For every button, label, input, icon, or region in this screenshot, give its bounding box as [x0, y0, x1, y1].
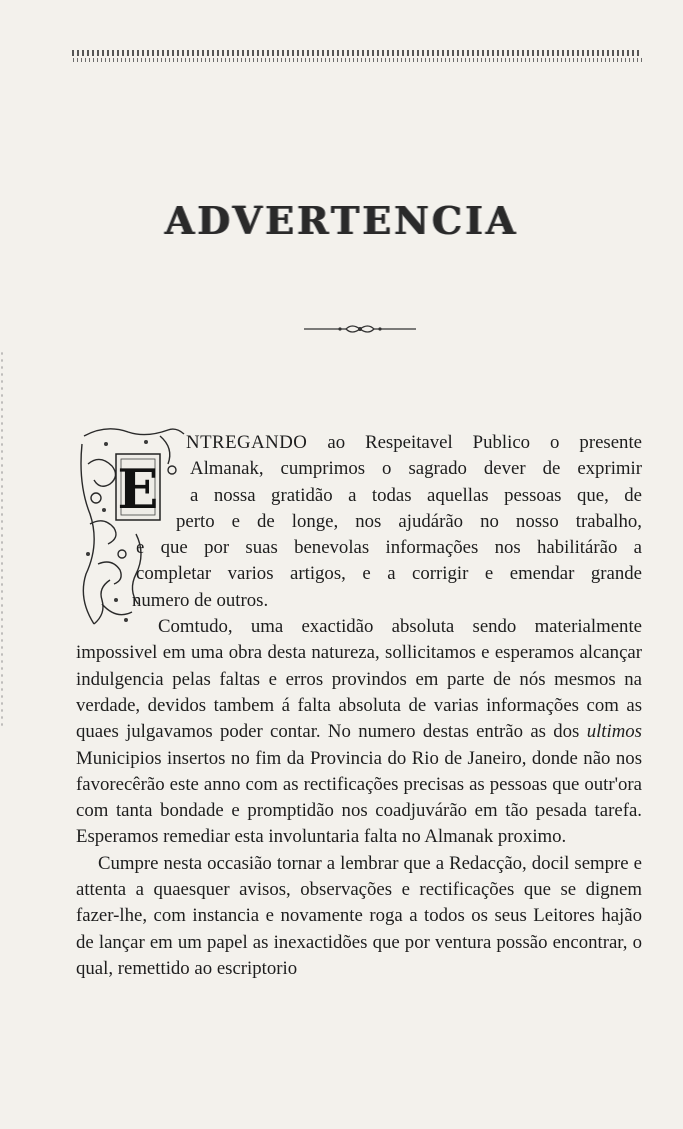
paragraph-1-line: Almanak, cumprimos o sagrado dever de exprimir — [190, 458, 642, 480]
paragraph-1-line: numero de outros. — [132, 589, 269, 611]
body-text — [76, 430, 642, 982]
emphasis: ultimos — [586, 721, 642, 743]
paragraph-3: Cumpre nesta occasião tornar a lembrar que a Redacção, docil sempre e attenta a quaesquer avisos, observações e rectificações que se dignem fazer-lhe, com instancia e novamente roga a todos os seus Leitores hajão de lançar em um papel as inexactidões que por ventura possão encontrar, o qual, remettido ao escriptorio — [76, 852, 642, 979]
paragraph-1: NTREGANDO ao Respeitavel Publico o presente Almanak, cumprimos o sagrado dever de exprimir a nossa gratidão a todas aquellas pessoas que, de perto e de longe, nos ajudárão no nosso trabalho, e que por suas benevolas informações nos habilitárão a completar varios artigos, e a corrigir e emendar grande numero de outros. — [76, 430, 642, 614]
paragraph-1-line: a nossa gratidão a todas aquellas pessoas que, de — [190, 484, 642, 506]
page-edge-marks — [0, 350, 4, 730]
header-ornament-rule — [72, 49, 642, 63]
drop-cap-letter: E — [117, 457, 159, 521]
title-flourish-icon — [300, 322, 420, 336]
paragraph-1-line: e que por suas benevolas informações nos habilitárão a — [136, 537, 642, 559]
paragraph-1-line: completar varios artigos, e a corrigir e emendar grande — [136, 563, 642, 585]
page-title: ADVERTENCIA — [164, 198, 519, 243]
first-word: NTREGANDO — [186, 432, 308, 453]
paragraph-2: Comtudo, uma exactidão absoluta sendo materialmente impossivel em uma obra desta natureza, sollicitamos e esperamos alcançar indulgencia pelas faltas e erros provindos em parte de nós mesmos na verdade, devidos tambem á falta absoluta de varias informações com as quaes julgavamos poder contar. No numero destas entrão as dos ultimos Municipios insertos no fim da Provincia do Rio de Janeiro, donde não nos favorecêrão este anno com as rectificações precisas as pessoas que outr'ora com tanta bondade e promptidão nos coadjuvárão em tão pesada tarefa. Esperamos remediar esta involuntaria falta no Almanak proximo. — [76, 616, 642, 848]
paragraph-1-line: perto e de longe, nos ajudárão no nosso trabalho, — [176, 510, 642, 532]
